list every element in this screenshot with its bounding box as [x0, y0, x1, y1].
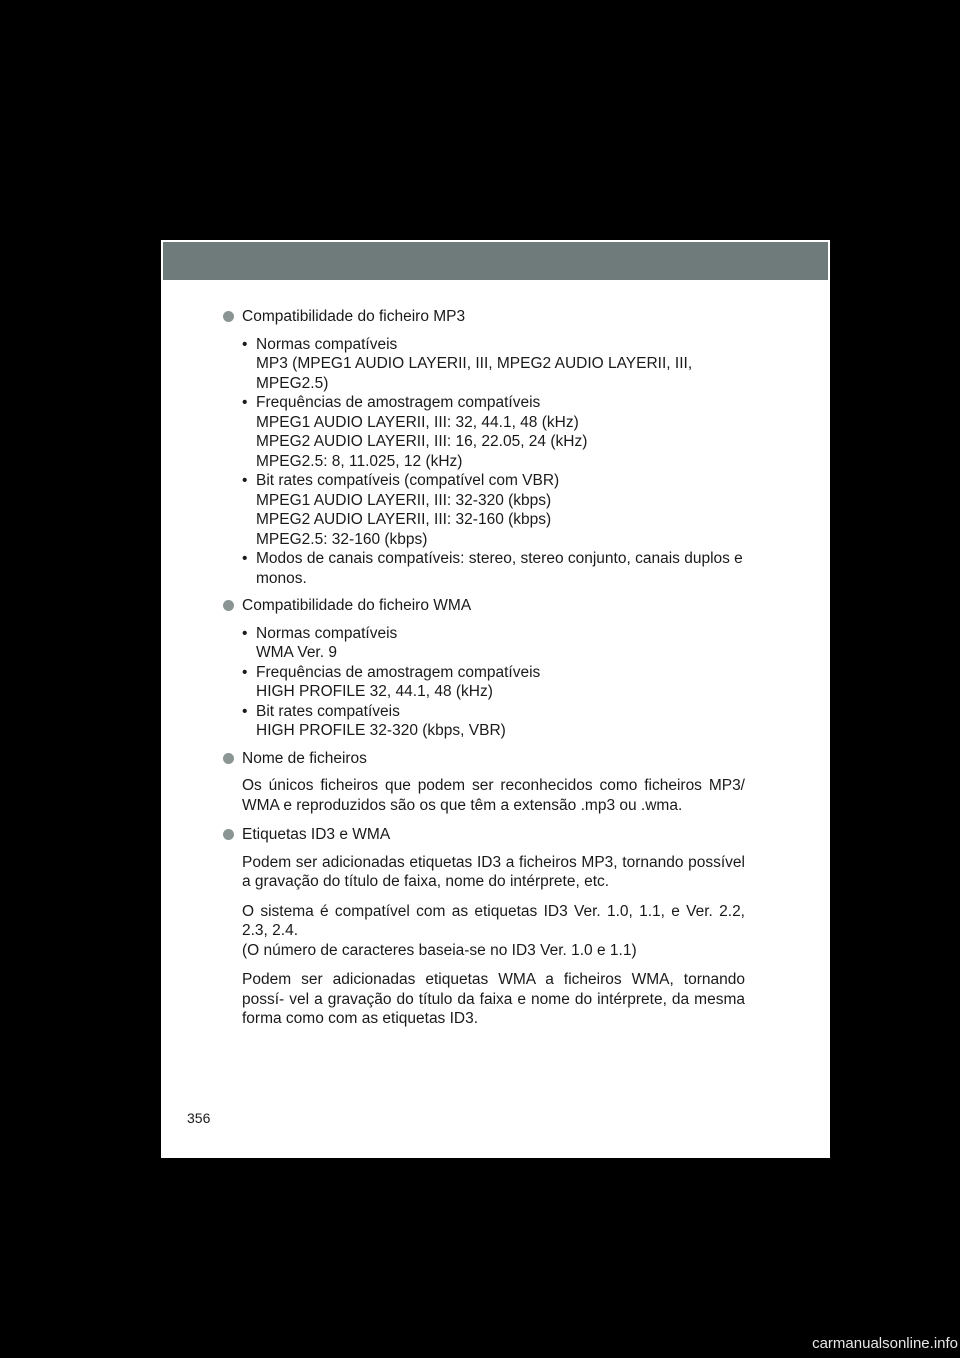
manual-page [161, 240, 830, 1158]
bullet-icon: • [242, 472, 248, 489]
bullet-dot-icon [223, 311, 234, 322]
section-title: Nome de ficheiros [242, 749, 367, 767]
section-title: Compatibilidade do ficheiro MP3 [242, 308, 466, 325]
list-item [242, 471, 745, 549]
bullet-dot-icon [223, 753, 234, 764]
item-label: Bit rates compatíveis [256, 702, 400, 720]
paragraph [223, 902, 745, 961]
bullet-icon: • [242, 335, 248, 353]
section-mp3 [223, 307, 745, 588]
bullet-dot-icon [223, 829, 234, 840]
item-line: MPEG2.5) [256, 374, 329, 392]
watermark-text: carmanualsonline.info [812, 1335, 958, 1352]
section-heading [223, 596, 745, 616]
item-line: MPEG1 AUDIO LAYERII, III: 32-320 (kbps) [256, 491, 552, 509]
item-line: MPEG1 AUDIO LAYERII, III: 32, 44.1, 48 (kHz) [256, 413, 579, 431]
section-heading [223, 749, 745, 769]
item-line: MPEG2 AUDIO LAYERII, III: 32-160 (kbps) [256, 511, 552, 528]
paragraph-line: O sistema é compatível com as etiquetas ID3 Ver. 1.0, 1.1, e Ver. 2.2, 2.3, 2.4. [242, 902, 745, 939]
item-label: Modos de canais compatíveis: stereo, stereo conjunto, canais duplos e monos. [256, 550, 743, 587]
section-wma [223, 596, 745, 741]
paragraph: Podem ser adicionadas etiquetas WMA a ficheiros WMA, tornando possí- vel a gravação do título da faixa e nome do intérprete, da mesma forma como com as etiquetas ID3. [242, 971, 745, 1027]
item-line: MPEG2.5: 32-160 (kbps) [256, 530, 428, 548]
item-line: HIGH PROFILE 32, 44.1, 48 (kHz) [256, 683, 493, 700]
bullet-icon: • [242, 702, 248, 720]
section-heading [223, 825, 745, 845]
list-item [242, 702, 745, 741]
section-title: Etiquetas ID3 e WMA [242, 826, 391, 843]
bullet-list [223, 335, 745, 589]
list-item [242, 624, 745, 663]
list-item [242, 393, 745, 471]
bullet-list [223, 624, 745, 741]
item-line: MP3 (MPEG1 AUDIO LAYERII, III, MPEG2 AUDIO LAYERII, III, [256, 355, 693, 372]
bullet-icon: • [242, 663, 248, 681]
list-item [242, 335, 745, 394]
item-line: WMA Ver. 9 [256, 644, 337, 661]
bullet-icon: • [242, 550, 248, 567]
list-item [242, 663, 745, 702]
section-tags [223, 825, 745, 1029]
bullet-icon: • [242, 624, 248, 642]
header-bar [163, 242, 828, 280]
item-label: Normas compatíveis [256, 624, 398, 642]
item-label: Frequências de amostragem compatíveis [256, 394, 541, 411]
item-label: Frequências de amostragem compatíveis [256, 663, 541, 681]
item-line: HIGH PROFILE 32-320 (kbps, VBR) [256, 722, 506, 739]
page-number: 356 [187, 1110, 211, 1126]
item-label: Bit rates compatíveis (compatível com VBR) [256, 472, 560, 489]
item-line: MPEG2 AUDIO LAYERII, III: 16, 22.05, 24 (kHz) [256, 433, 588, 450]
section-title: Compatibilidade do ficheiro WMA [242, 597, 472, 614]
paragraph: Os únicos ficheiros que podem ser reconhecidos como ficheiros MP3/ WMA e reproduzidos são os que têm a extensão .mp3 ou .wma. [242, 777, 745, 814]
bullet-dot-icon [223, 600, 234, 611]
item-line: MPEG2.5: 8, 11.025, 12 (kHz) [256, 452, 463, 470]
paragraph-line: (O número de caracteres baseia-se no ID3 Ver. 1.0 e 1.1) [242, 941, 637, 959]
section-heading [223, 307, 745, 327]
list-item [242, 549, 745, 588]
paragraph: Podem ser adicionadas etiquetas ID3 a ficheiros MP3, tornando possível a gravação do título de faixa, nome do intérprete, etc. [242, 853, 745, 890]
page-content [223, 307, 745, 1039]
section-filenames [223, 749, 745, 816]
item-label: Normas compatíveis [256, 335, 398, 353]
bullet-icon: • [242, 394, 248, 411]
